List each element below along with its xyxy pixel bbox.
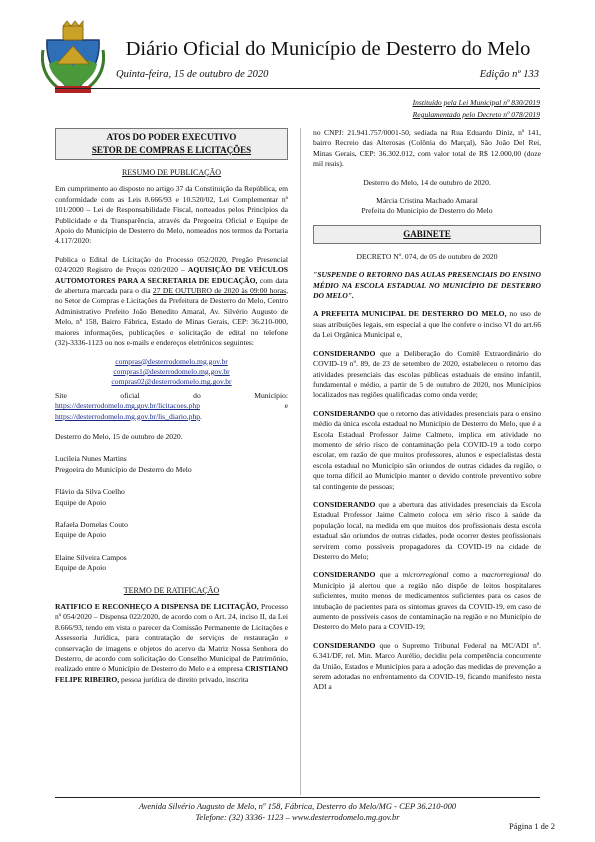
considerando-text: como a: [452, 570, 478, 580]
signatory-name: Lucileia Nunes Martins: [55, 454, 127, 464]
site-end: .: [200, 411, 202, 421]
ratification-text: Processo nº 054/2020 – Dispensa 022/2020, de acordo com o Art. 24, inciso II, da Lei 8.666/93, tendo em vista o parecer da Comissão Permanente de Licitações e Assessoria Jurídica, para contratação de serviços de restauração e conservação de imagens e objetos do acervo da Matriz Nossa Senhora do Desterro, de acordo com solicitação do Conselho Municipal de Patrimônio, realizado entre o Município de Desterro do Melo e a empresa: [55, 602, 288, 674]
section-heading-line2: SETOR DE COMPRAS E LICITAÇÕES: [91, 145, 252, 155]
signatory-name: Rafaela Dornelas Couto: [55, 519, 128, 529]
considerando-text: que o retorno das atividades presenciais para o ensino médio da única escola estadual no Município de Desterro do Melo, que é a Escola Estadual Professor Jaime Calmeto, implica em atividade no momento de sério risco de contaminação pela COVID-19 a todo corpo escolar, em razão de que muitos professores, alunos e especialistas desta escola estadual no Município são oriundos de outras cidades da região, o que torna difícil ao Município manter o devido controle preventivo sobre tal contingente de pessoas;: [313, 408, 541, 491]
institution-note: [413, 97, 540, 121]
considerando-label: CONSIDERANDO: [313, 570, 376, 580]
signature-block: [55, 520, 288, 541]
decree-title: DECRETO Nº. 074, de 05 de outubro de 2020: [356, 251, 498, 261]
preamble-text: no uso de suas atribuições legais, em especial a que lhe confere o inciso VI do art.66 da Lei Orgânica Municipal e,: [313, 309, 542, 340]
section-heading-box: [55, 128, 288, 160]
site-label: do: [193, 390, 201, 400]
considerando-label: CONSIDERANDO: [313, 408, 376, 418]
ratification-lead: RATIFICO E RECONHEÇO A DISPENSA DE LICITAÇÃO,: [55, 602, 259, 611]
section-heading-line1: ATOS DO PODER EXECUTIVO: [106, 132, 237, 142]
decree-preamble: [313, 309, 541, 340]
resumo-text: com data de abertura marcada para o dia: [55, 275, 288, 296]
ratification-title: TERMO DE RATIFICAÇÃO: [123, 585, 220, 595]
considerando-text: que o Supremo Tribunal Federal na MC/ADI nº. 6.341/DF, rel. Min. Marco Aurélio, decidiu pela competência concorrente da União, Estados e Municípios para a adoção das medidas de prevenção a serem adotadas no enfrentamento da COVID-19, ficando manifesto nesta ADI a: [313, 640, 541, 692]
left-column: [55, 128, 288, 693]
site-label: Site: [55, 390, 67, 400]
mayor-name: Márcia Cristina Machado Amaral: [376, 196, 478, 206]
footer-divider: [55, 797, 540, 798]
considerando-text: do Município já alertou que a região não dispõe de leitos hospitalares suficientes, muito menos de medicamentos suficientes para os casos de intubação de pacientes para os sintomas graves da COVID-19, em caso de aumento de possíveis casos de contaminação na região e no Município de Desterro do Melo para a COVID-19;: [313, 570, 541, 632]
resumo-title: RESUMO DE PUBLICAÇÃO: [121, 168, 222, 177]
page-number: Página 1 de 2: [508, 821, 555, 831]
right-column: [313, 128, 541, 701]
municipal-coat-of-arms-icon: [41, 20, 105, 96]
ratification-continuation: no CNPJ: 21.941.757/0001-50, sediada na Rua Eduardo Diniz, nº 141, bairro Recreio das Alterosas (Colônia do Marçal), São João Del Rei, Minas Gerais, CEP: 36.302.012, com valor total de R$ 12.000,00 (doze mil reais).: [313, 128, 541, 169]
site-label: Município:: [254, 390, 288, 400]
site-link-row: [55, 401, 288, 411]
instituted-by: Instituído pela Lei Municipal nº 830/2019: [412, 98, 540, 107]
regulated-by: Regulamentado pelo Decreto nº 078/2019: [412, 110, 540, 119]
signature-block: [55, 553, 288, 574]
mayor-signature: [313, 196, 541, 217]
considerando-term: macrorregional: [481, 570, 530, 580]
ratification-company: CRISTIANO FELIPE RIBEIRO,: [55, 664, 288, 684]
considerando-text: que a Deliberação do Comitê Extraordinário do COVID-19 nº. 89, de 23 de setembro de 2020, estabeleceu o retorno das atividades presenciais das escolas públicas estaduais de ensino infantil, fundamental e médio, a partir de 5 de outubro de 2020, nos Municípios localizados nas regiões qualificadas como onda verde;: [313, 348, 541, 400]
considerando-label: CONSIDERANDO: [313, 640, 376, 650]
header-divider: [55, 88, 540, 89]
preamble-lead: A PREFEITA MUNICIPAL DE DESTERRO DO MELO,: [313, 309, 507, 319]
signatory-role: Equipe de Apoio: [55, 563, 107, 573]
signatory-name: Elaine Silveira Campos: [55, 552, 127, 562]
signatory-role: Equipe de Apoio: [55, 530, 107, 540]
signature-block: [55, 487, 288, 508]
considerando-5: [313, 641, 541, 693]
signatory-name: Flávio da Silva Coelho: [55, 487, 125, 497]
resumo-paragraph-1: Em cumprimento ao disposto no artigo 37 da Constituição da República, em conformidade com as Leis 8.666/93 e 10.520/02, Lei Complementar nº 101/2000 – Lei de Responsabilidade Fiscal, norteados pelos Princípios da Publicidade e da Transparência, através da Pregoeira Oficial e Equipe de Apoio do Município de Desterro do Melo, nomeados nos termos da Portaria 4.117/2020:: [55, 184, 288, 246]
considerando-2: [313, 409, 541, 492]
considerando-text: que a: [379, 570, 399, 580]
signatory-role: Equipe de Apoio: [55, 497, 107, 507]
place-date: Desterro do Melo, 15 de outubro de 2020.: [55, 431, 183, 441]
resumo-text: , no Setor de Compras e Licitações da Prefeitura de Desterro do Melo, Centro Administrativo Prefeito João Benedito Amaral, Av. Silvério Augusto de Melo, nº 158, Bairro Fábrica, Estado de Minas Gerais, CEP: 36.210-000, maiores informações, publicações e solicitação de edital no telefone (32)-3336-1123 ou nos e-mails e endereços eletrônicos seguintes:: [55, 286, 288, 348]
email-link[interactable]: compras02@desterrodomelo.mg.gov.br: [111, 377, 232, 387]
email-link[interactable]: compras@desterrodomelo.mg.gov.br: [115, 356, 228, 366]
resumo-object: AQUISIÇÃO DE VEÍCULOS AUTOMOTORES PARA A SECRETARIA DE EDUCAÇÃO,: [55, 265, 288, 285]
signature-block: [55, 454, 288, 475]
column-divider: [300, 128, 301, 795]
considerando-text: que a abertura das atividades presenciais da Escola Estadual Professor Jaime Calmeto coloca em sério risco à saúde da população local, na medida em que muitos dos profissionais desta escola estadual são oriundos de outras cidades, pode ocorrer destes profissionais servirem como possíveis propagadores da COVID-19 na cidade de Desterro do Melo;: [313, 499, 541, 561]
considerando-3: [313, 500, 541, 562]
gabinete-heading: [313, 225, 541, 244]
opening-date: 27 DE OUTUBRO de 2020 às 09:00 horas: [152, 286, 287, 296]
site-and: e: [284, 401, 288, 411]
resumo-paragraph-2: [55, 255, 288, 349]
place-date: Desterro do Melo, 14 de outubro de 2020.: [363, 177, 491, 187]
footer-address: Avenida Silvério Augusto de Melo, nº 158, Fábrica, Desterro do Melo/MG - CEP 36.210-000: [138, 801, 457, 811]
gazette-title: Diário Oficial do Município de Desterro do Melo: [125, 38, 531, 60]
ratification-paragraph: [55, 602, 288, 685]
signatory-role: Pregoeira do Município de Desterro do Melo: [55, 464, 192, 474]
gabinete-label: GABINETE: [403, 228, 451, 239]
edition-number: Edição nº 133: [479, 69, 539, 80]
decree-summary: "SUSPENDE O RETORNO DAS AULAS PRESENCIAIS DO ENSINO MÉDIO NA ESCOLA ESTADUAL NO MUNICÍPIO DE DESTERRO DO MELO".: [313, 270, 541, 301]
site-link[interactable]: https://desterrodomelo.mg.gov.br/lis_diario.php: [55, 411, 201, 421]
email-list: [55, 357, 288, 388]
email-link[interactable]: compras1@desterrodomelo.mg.gov.br: [113, 366, 230, 376]
site-link[interactable]: https://desterrodomelo.mg.gov.br/licitacoes.php: [55, 401, 201, 411]
site-label: oficial: [120, 390, 140, 400]
footer-contact: Telefone: (32) 3336- 1123 – www.desterrodomelo.mg.gov.br: [195, 812, 400, 822]
resumo-text: Publica o Edital de Licitação do Processo 052/2020, Pregão Presencial 024/2020 Registro de Preços 020/2020 –: [55, 254, 288, 275]
considerando-label: CONSIDERANDO: [313, 499, 376, 509]
ratification-text: pessoa jurídica de direito privado, inscrita: [121, 674, 249, 684]
mayor-role: Prefeita do Município de Desterro do Melo: [361, 206, 493, 216]
site-link-row-2: [55, 412, 288, 422]
considerando-1: [313, 349, 541, 401]
considerando-4: [313, 570, 541, 632]
issue-date: Quinta-feira, 15 de outubro de 2020: [116, 69, 269, 80]
site-label-row: [55, 391, 288, 401]
considerando-label: CONSIDERANDO: [313, 348, 376, 358]
considerando-term: microrregional: [402, 570, 449, 580]
